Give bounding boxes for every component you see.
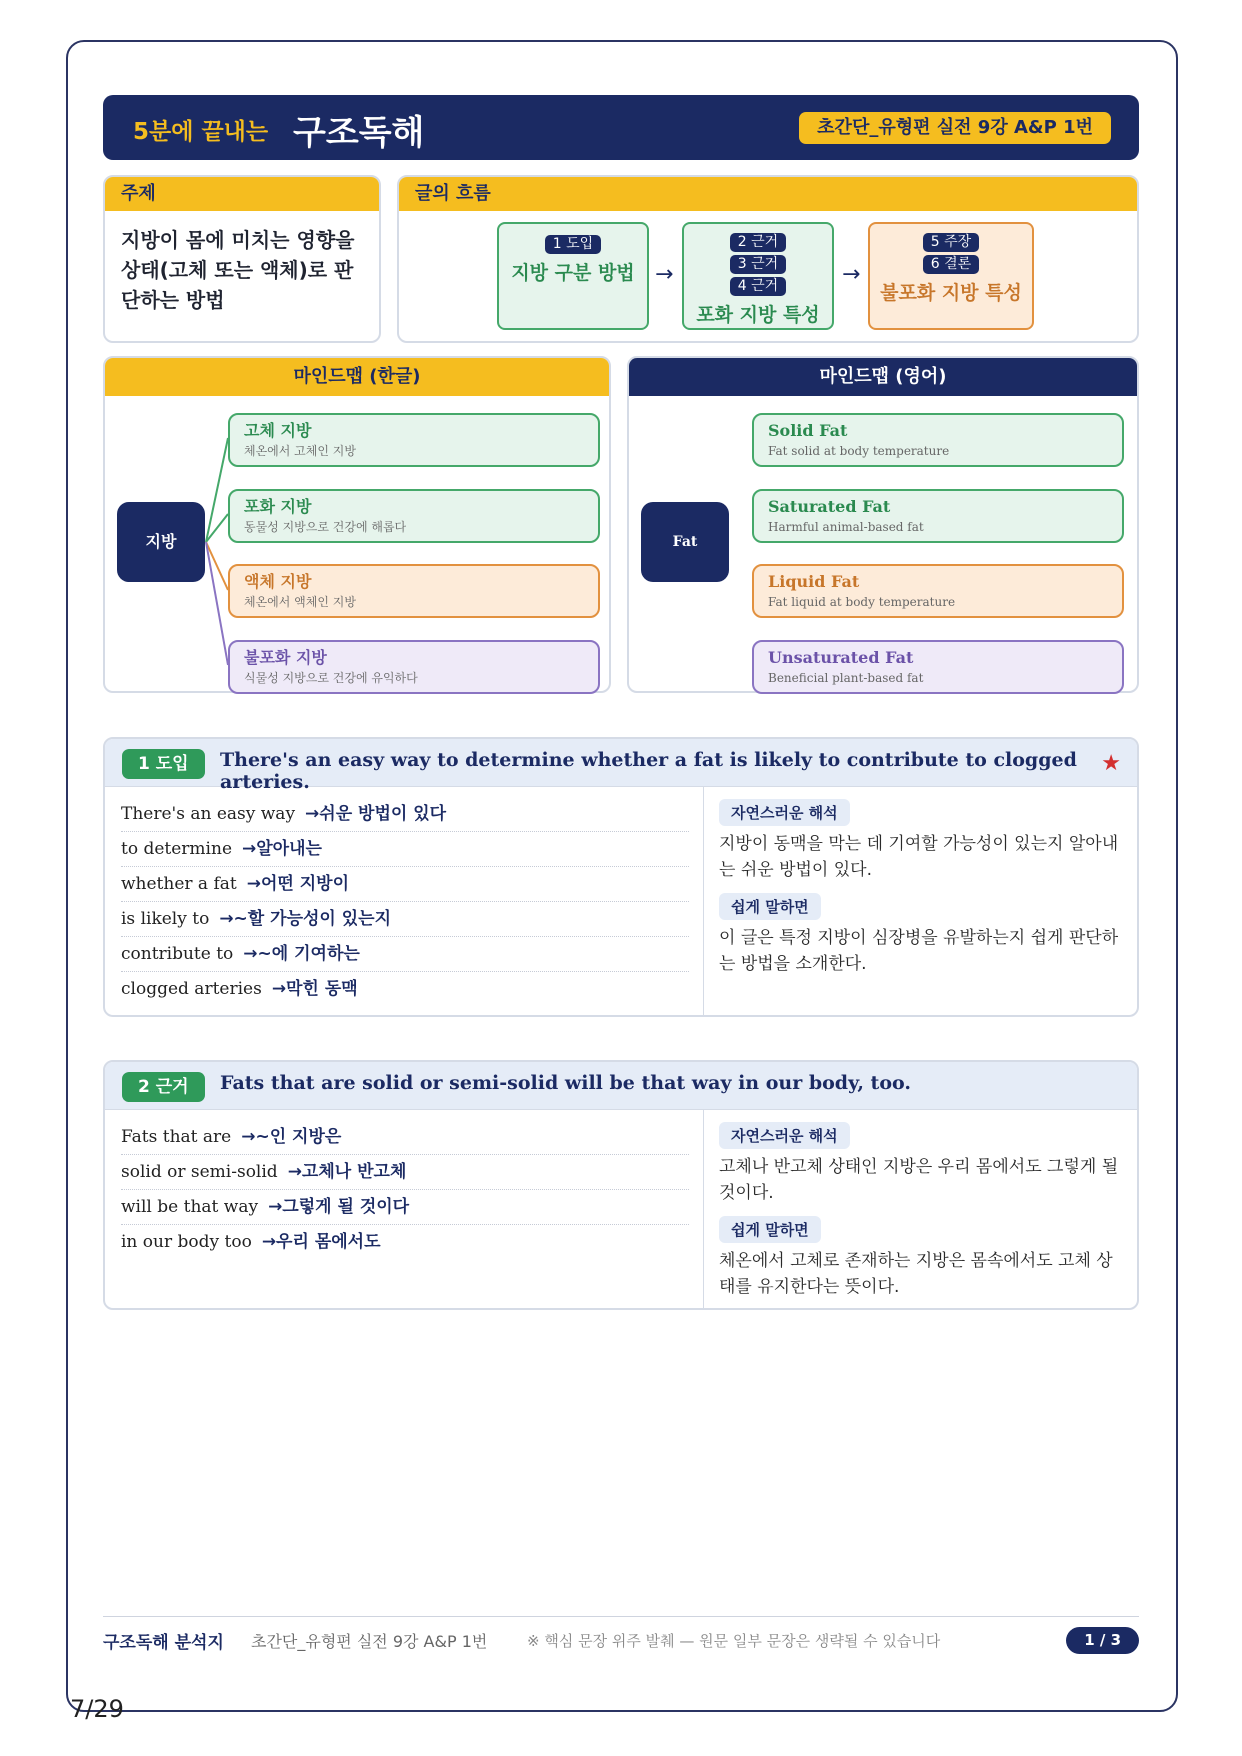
node-title: 액체 지방 (244, 572, 312, 591)
flow-text: 포화 지방 특성 (696, 304, 820, 326)
chunk-list (121, 1120, 689, 1260)
node-title: 불포화 지방 (244, 648, 327, 667)
mindmap-en-node (752, 564, 1124, 618)
easy-label: 쉽게 말하면 (719, 1216, 821, 1243)
mindmap-ko-node (228, 489, 600, 543)
flow-tag: 4 근거 (730, 277, 786, 296)
interpretation (719, 1122, 1119, 1310)
chunk-row: to determine →알아내는 (121, 832, 689, 867)
page-count: 7/29 (70, 1695, 124, 1723)
node-title: Unsaturated Fat (768, 648, 914, 667)
page-indicator: 1 / 3 (1066, 1627, 1139, 1654)
footer-divider (103, 1616, 1139, 1617)
section-header (105, 739, 1137, 793)
mindmap-ko-title: 마인드맵 (한글) (105, 358, 609, 396)
node-desc: Harmful animal-based fat (768, 520, 924, 534)
node-title: 고체 지방 (244, 421, 312, 440)
chunk-row: in our body too →우리 몸에서도 (121, 1232, 381, 1252)
mindmap-ko-node (228, 640, 600, 694)
header-title: 구조독해 (293, 113, 425, 153)
chunk-row: is likely to →~할 가능성이 있는지 (121, 902, 689, 937)
flow-label: 글의 흐름 (399, 177, 1137, 211)
topic-text: 지방이 몸에 미치는 영향을 상태(고체 또는 액체)로 판단하는 방법 (121, 228, 355, 312)
mindmap-ko-node (228, 564, 600, 618)
footer (103, 1625, 1139, 1655)
flow-text: 지방 구분 방법 (511, 262, 635, 284)
chunk-row: whether a fat →어떤 지방이 (121, 867, 689, 902)
chunk-list (121, 797, 689, 1007)
mindmap-en-node (752, 413, 1124, 467)
chunk-row: contribute to →~에 기여하는 (121, 937, 689, 972)
easy-text: 이 글은 특정 지방이 심장병을 유발하는지 쉽게 판단하는 방법을 소개한다. (719, 928, 1119, 974)
node-title: Solid Fat (768, 421, 848, 440)
mindmap-ko-root: 지방 (117, 502, 205, 582)
node-title: Saturated Fat (768, 497, 891, 516)
node-title: 포화 지방 (244, 497, 312, 516)
key-sentence: Fats that are solid or semi-solid will be that way in our body, too. (220, 1072, 911, 1094)
node-desc: Fat liquid at body temperature (768, 595, 956, 609)
natural-label: 자연스러운 해석 (719, 799, 850, 826)
node-desc: 체온에서 고체인 지방 (244, 444, 356, 458)
mindmap-en-title: 마인드맵 (영어) (629, 358, 1137, 396)
mindmap-en-node (752, 489, 1124, 543)
chunk-row: Fats that are →~인 지방은 (121, 1120, 689, 1155)
easy-label: 쉽게 말하면 (719, 893, 821, 920)
section-badge: 1 도입 (122, 749, 205, 779)
node-desc: Beneficial plant-based fat (768, 671, 924, 685)
star-icon: ★ (1101, 751, 1121, 776)
chunk-row: will be that way →그렇게 될 것이다 (121, 1190, 689, 1225)
footer-brand: 구조독해 분석지 (103, 1633, 224, 1653)
section-header (105, 1062, 1137, 1110)
topic-label: 주제 (105, 177, 379, 211)
section-divider (703, 1110, 704, 1308)
mindmap-en-node (752, 640, 1124, 694)
flow-tag: 1 도입 (545, 235, 601, 254)
section-badge: 2 근거 (122, 1072, 205, 1102)
mindmap-ko-node (228, 413, 600, 467)
section-divider (703, 787, 704, 1015)
chunk-row: clogged arteries →막힌 동맥 (121, 979, 358, 999)
key-sentence: There's an easy way to determine whether a fat is likely to contribute to clogged arteries. (220, 749, 1077, 793)
node-desc: 동물성 지방으로 건강에 해롭다 (244, 520, 407, 534)
lesson-tag: 초간단_유형편 실전 9강 A&P 1번 (799, 112, 1111, 144)
flow-arrow: → (842, 262, 861, 287)
section-evidence (103, 1060, 1139, 1310)
chunk-row: There's an easy way →쉬운 방법이 있다 (121, 797, 689, 832)
flow-tag: 6 결론 (923, 255, 979, 274)
natural-text: 지방이 동맥을 막는 데 기여할 가능성이 있는지 알아내는 쉬운 방법이 있다. (719, 834, 1119, 880)
flow-arrow: → (655, 262, 674, 287)
node-title: Liquid Fat (768, 572, 860, 591)
node-desc: 체온에서 액체인 지방 (244, 595, 356, 609)
node-desc: Fat solid at body temperature (768, 444, 950, 458)
natural-label: 자연스러운 해석 (719, 1122, 850, 1149)
node-desc: 식물성 지방으로 건강에 유익하다 (244, 671, 418, 685)
flow-tag: 5 주장 (923, 233, 979, 252)
flow-tag: 2 근거 (730, 233, 786, 252)
footer-note: ※ 핵심 문장 위주 발췌 — 원문 일부 문장은 생략될 수 있습니다 (527, 1632, 941, 1650)
flow-tag: 3 근거 (730, 255, 786, 274)
flow-text: 불포화 지방 특성 (880, 282, 1022, 304)
chunk-row: solid or semi-solid →고체나 반고체 (121, 1155, 689, 1190)
section-intro (103, 737, 1139, 1017)
mindmap-en-root: Fat (641, 502, 729, 582)
interpretation (719, 799, 1119, 987)
easy-text: 체온에서 고체로 존재하는 지방은 몸속에서도 고체 상태를 유지한다는 뜻이다. (719, 1251, 1113, 1297)
header-subtitle: 5분에 끝내는 (133, 119, 269, 145)
natural-text: 고체나 반고체 상태인 지방은 우리 몸에서도 그렇게 될 것이다. (719, 1157, 1119, 1203)
footer-title: 초간단_유형편 실전 9강 A&P 1번 (251, 1632, 488, 1651)
